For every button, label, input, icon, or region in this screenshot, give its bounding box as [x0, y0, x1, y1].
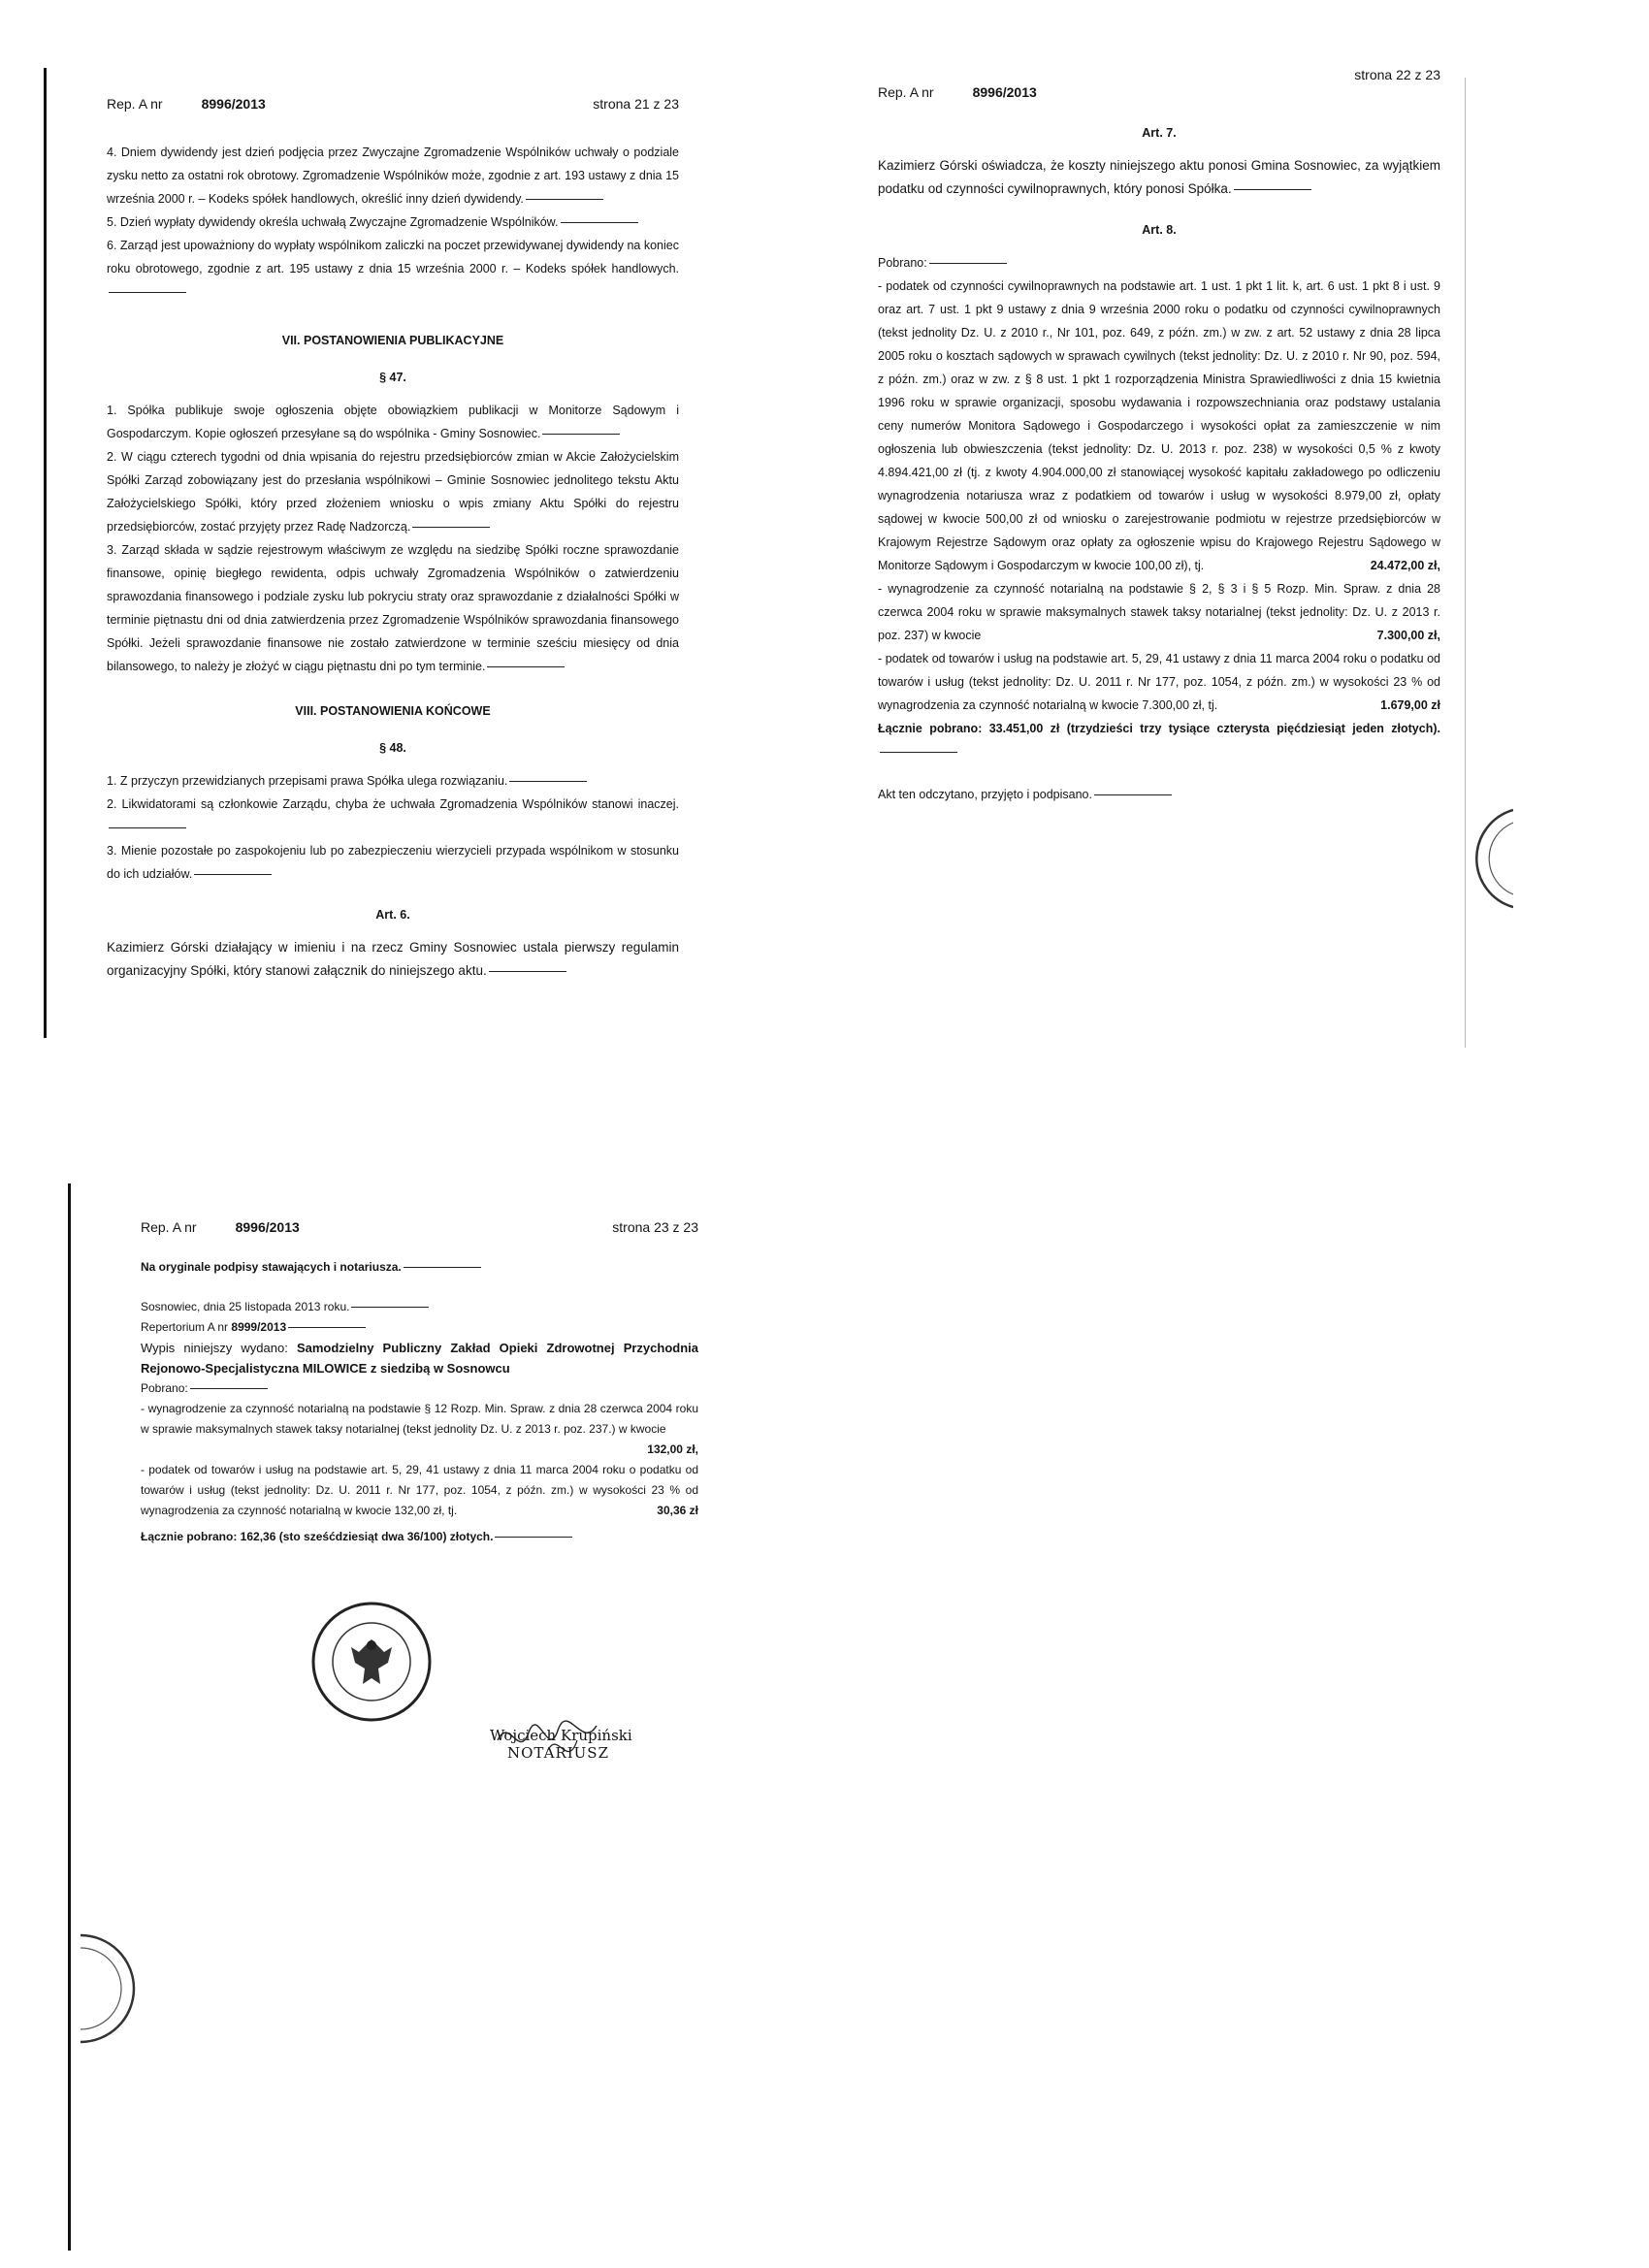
rep-number: 8996/2013 [972, 84, 1037, 100]
paragraph: 6. Zarząd jest upoważniony do wypłaty wspólnikom zaliczki na poczet przewidywanej dywidendy na koniec roku obrotowego, zgodnie z art. 195 ustawy z dnia 15 września 2000 r. – Kodeks spółek handlowych. [107, 234, 679, 304]
repertorium-line [141, 1317, 698, 1338]
paragraph: 3. Mienie pozostałe po zaspokojeniu lub po zabezpieczeniu wierzycieli przypada wspólnikom w stosunku do ich udziałów. [107, 839, 679, 886]
fee-text: - podatek od towarów i usług na podstawie art. 5, 29, 41 ustawy z dnia 11 marca 2004 roku o podatku od towarów i usług (tekst jednolity: Dz. U. 2011 r. Nr 177, poz. 1054, z późn. zm.) w wysokości 23 % od wynagrodzenia za czynność notarialną w kwocie 132,00 zł, tj. [141, 1463, 698, 1517]
rep-number: 8996/2013 [235, 1219, 300, 1235]
signature-title: NOTARIUSZ [507, 1744, 609, 1762]
total-paid: Łącznie pobrano: 33.451,00 zł (trzydzieści trzy tysiące czterysta pięćdziesiąt jeden złotych). [878, 717, 1440, 763]
rep-label: Rep. A nr [878, 84, 934, 100]
page-number: strona 22 z 23 [1354, 67, 1440, 82]
pobrano-label: Pobrano: [878, 251, 1440, 275]
signature-scribble [490, 1711, 626, 1769]
repertorium-label: Repertorium A nr [141, 1320, 229, 1334]
rep-label: Rep. A nr [141, 1219, 197, 1235]
fee-text: - podatek od czynności cywilnoprawnych na podstawie art. 1 ust. 1 pkt 1 lit. k, art. 6 ust. 1 pkt 8 i ust. 9 oraz art. 7 ust. 1 pkt 9 ustawy z dnia 9 września 2000 roku o podatku od czynności cywilnoprawnych (tekst jednolity Dz. U. z 2010 r., Nr 101, poz. 649, z późn. zm.) w zw. z art. 52 ustawy z dnia 28 lipca 2005 roku o kosztach sądowych w sprawach cywilnych (tekst jednolity: Dz. U. z 2010 r. Nr 90, poz. 594, z późn. zm.) oraz w zw. z § 8 ust. 1 pkt 1 rozporządzenia Ministra Sprawiedliwości z dnia 15 kwietnia 1996 roku w sprawie organizacji, sposobu wydawania i rozpowszechniania oraz podstawy ustalania ceny numerów Monitora Sądowego i Gospodarczego i wysokości opłat za zamieszczenie w nim ogłoszenia lub obwieszczenia (tekst jednolity: Dz. U. 2013 r. poz. 238) w wysokości 0,5 % z kwoty 4.894.421,00 zł (tj. z kwoty 4.904.000,00 zł stanowiącej wysokość kapitału zakładowego po odliczeniu wynagrodzenia notariusza wraz z podatkiem od towarów i usług w wysokości 8.979,00 zł, opłaty sądowej w kwocie 500,00 zł od wniosku o zarejestrowanie podmiotu w rejestrze przedsiębiorców w Krajowym Rejestrze Sądowym oraz opłaty za ogłoszenie wpisu do Krajowego Rejestru Sądowego w Monitorze Sądowym i Gospodarczym w kwocie 100,00 zł), tj. [878, 279, 1440, 572]
page-header [141, 1217, 698, 1238]
seal-stamp-fragment [1445, 805, 1513, 912]
page-edge-bar [44, 68, 47, 1038]
repertorium-number: 8999/2013 [231, 1320, 287, 1334]
wypis-recipient: Samodzielny Publiczny Zakład Opieki Zdrowotnej Przychodnia Rejonowo-Specjalistyczna MILOWICE z siedzibą w Sosnowcu [141, 1341, 698, 1376]
paragraph: Kazimierz Górski oświadcza, że koszty niniejszego aktu ponosi Gmina Sosnowiec, za wyjątkiem podatku od czynności cywilnoprawnych, który ponosi Spółka. [878, 154, 1440, 201]
fee-item [878, 577, 1440, 647]
paragraph-number: § 47. [379, 371, 406, 384]
paragraph: Kazimierz Górski działający w imieniu i na rzecz Gminy Sosnowiec ustala pierwszy regulamin organizacyjny Spółki, który stanowi załącznik do niniejszego aktu. [107, 936, 679, 983]
signature-name: Wojciech Krupiński [490, 1727, 632, 1744]
wypis-label: Wypis niniejszy wydano: [141, 1341, 288, 1355]
fee-amount: 24.472,00 zł, [1370, 559, 1440, 572]
page-header [107, 92, 679, 115]
fee-amount: 30,36 zł [657, 1504, 698, 1517]
page-header [878, 63, 1440, 104]
paragraph: 2. Likwidatorami są członkowie Zarządu, chyba że uchwała Zgromadzenia Wspólników stanowi inaczej. [107, 793, 679, 839]
fee-amount: 7.300,00 zł, [1376, 629, 1440, 642]
notary-signature [490, 1727, 632, 1762]
page-22 [878, 63, 1440, 806]
section-title: VIII. POSTANOWIENIA KOŃCOWE [295, 704, 491, 718]
fee-text: - wynagrodzenie za czynność notarialną na podstawie § 2, § 3 i § 5 Rozp. Min. Spraw. z dnia 28 czerwca 2004 roku w sprawie maksymalnych stawek taksy notarialnej (tekst jednolity: Dz. U. z 2013 r. poz. 237) w kwocie [878, 582, 1440, 642]
fee-item [141, 1460, 698, 1521]
rep-number: 8996/2013 [201, 96, 266, 112]
total-paid: Łącznie pobrano: 162,36 (sto sześćdziesiąt dwa 36/100) złotych. [141, 1527, 698, 1547]
date-line: Sosnowiec, dnia 25 listopada 2013 roku. [141, 1297, 698, 1317]
section-title: VII. POSTANOWIENIA PUBLIKACYJNE [281, 334, 504, 347]
page-number: strona 21 z 23 [593, 96, 679, 112]
article-title: Art. 6. [375, 908, 410, 922]
page-number: strona 23 z 23 [612, 1219, 698, 1235]
wypis-line [141, 1338, 698, 1378]
fee-text: - wynagrodzenie za czynność notarialną na podstawie § 12 Rozp. Min. Spraw. z dnia 28 czerwca 2004 roku w sprawie maksymalnych stawek taksy notarialnej (tekst jednolity Dz. U. z 2013 r. poz. 237.) w kwocie [141, 1402, 698, 1436]
paragraph: 1. Spółka publikuje swoje ogłoszenia objęte obowiązkiem publikacji w Monitorze Sądowym i Gospodarczym. Kopie ogłoszeń przesyłane są do wspólnika - Gminy Sosnowiec. [107, 399, 679, 445]
rep-label: Rep. A nr [107, 96, 163, 112]
page-21 [107, 92, 679, 983]
page-edge-bar [68, 1183, 71, 2251]
paragraph: 4. Dniem dywidendy jest dzień podjęcia przez Zwyczajne Zgromadzenie Wspólników uchwały o podziale zysku netto za ostatni rok obrotowy. Zgromadzenie Wspólników może, zgodnie z art. 193 ustawy z dnia 15 września 2000 r. – Kodeks spółek handlowych, określić inny dzień dywidendy. [107, 141, 679, 211]
notary-seal [308, 1599, 435, 1725]
paragraph: 5. Dzień wypłaty dywidendy określa uchwałą Zwyczajne Zgromadzenie Wspólników. [107, 211, 679, 234]
article-title: Art. 8. [1142, 223, 1177, 237]
fee-text: - podatek od towarów i usług na podstawie art. 5, 29, 41 ustawy z dnia 11 marca 2004 roku o podatku od towarów i usług (tekst jednolity: Dz. U. 2011 r. Nr 177, poz. 1054, z późn. zm.) w wysokości 23 % od wynagrodzenia za czynność notarialną w kwocie 7.300,00 zł, tj. [878, 652, 1440, 712]
fee-item [878, 647, 1440, 717]
paragraph: 3. Zarząd składa w sądzie rejestrowym właściwym ze względu na siedzibę Spółki roczne sprawozdanie finansowe, opinię biegłego rewidenta, odpis uchwały Zgromadzenia Wspólników o zatwierdzeniu sprawozdania finansowego i podziale zysku lub pokryciu straty oraz sprawozdanie z działalności Spółki w terminie piętnastu dni od dnia zatwierdzenia przez Zgromadzenie Wspólników sprawozdania finansowego Spółki. Jeżeli sprawozdanie finansowe nie zostało zatwierdzone w terminie sześciu miesięcy od dnia bilansowego, to należy je złożyć w ciągu piętnastu dni po tym terminie. [107, 538, 679, 678]
paragraph: 1. Z przyczyn przewidzianych przepisami prawa Spółka ulega rozwiązaniu. [107, 769, 679, 793]
margin-stamp-fragment [76, 1930, 144, 2047]
article-title: Art. 7. [1142, 126, 1177, 140]
fee-amount: 132,00 zł, [647, 1442, 698, 1456]
fee-item [878, 275, 1440, 577]
paragraph: 2. W ciągu czterech tygodni od dnia wpisania do rejestru przedsiębiorców zmian w Akcie Założycielskim Spółki Zarząd zobowiązany jest do przesłania wspólnikowi – Gminie Sosnowiec jednolitego tekstu Aktu Założycielskiego Spółki, który przed złożeniem wniosku o wpis zmiany Aktu Spółki do rejestru przedsiębiorców, zostać przyjęty przez Radę Nadzorczą. [107, 445, 679, 538]
page-23 [141, 1217, 698, 1547]
pobrano-label: Pobrano: [141, 1378, 698, 1399]
closing-statement: Akt ten odczytano, przyjęto i podpisano. [878, 783, 1440, 806]
paragraph-number: § 48. [379, 741, 406, 755]
original-note: Na oryginale podpisy stawających i notariusza. [141, 1257, 698, 1278]
fee-amount: 1.679,00 zł [1380, 698, 1440, 712]
fee-item [141, 1399, 698, 1456]
